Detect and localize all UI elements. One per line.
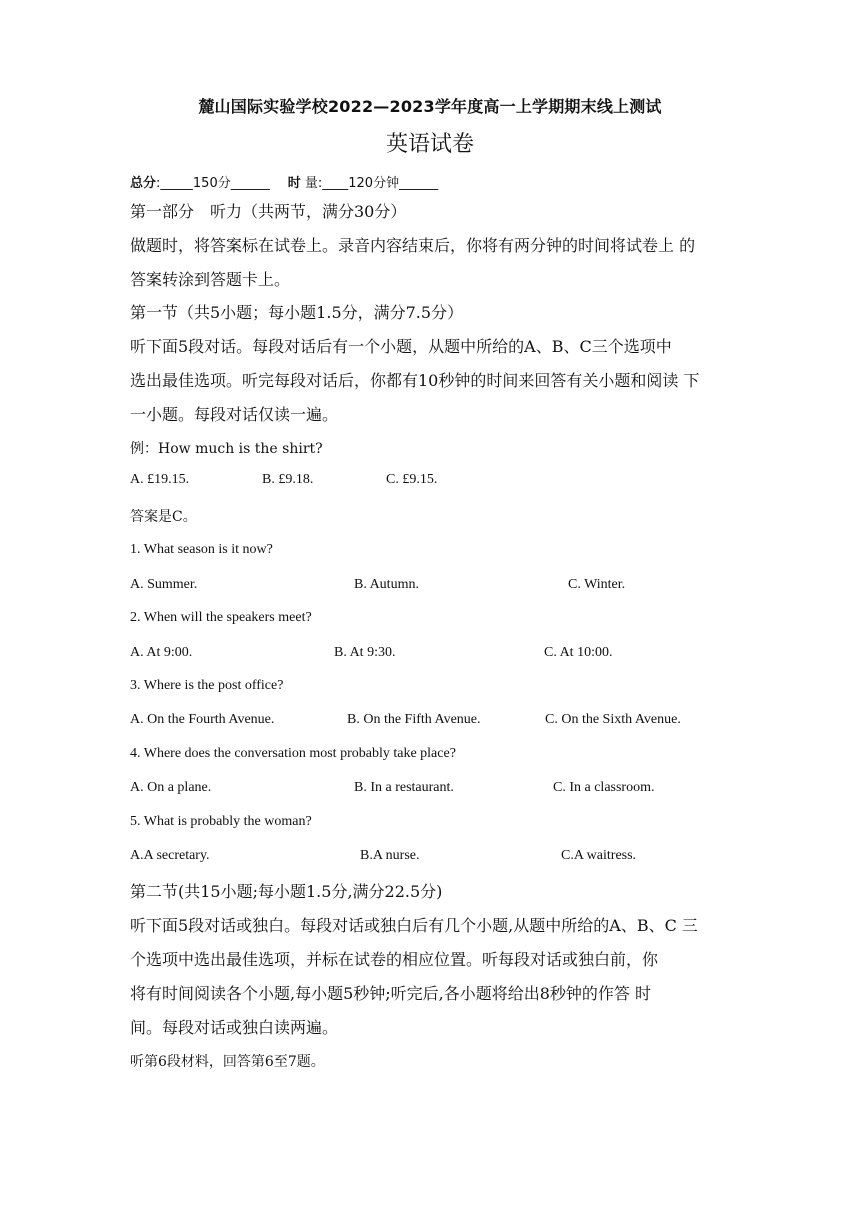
example-option-a: A. £19.15. bbox=[130, 472, 190, 487]
section2-heading: 第二节(共15小题;每小题1.5分,满分22.5分) bbox=[130, 882, 443, 901]
example-option-b: B. £9.18. bbox=[262, 472, 314, 487]
time-label: 时 bbox=[287, 176, 301, 191]
material-note: 听第6段材料，回答第6至7题。 bbox=[130, 1054, 325, 1070]
time-value: 量:____120分钟______ bbox=[304, 176, 439, 191]
q3-option-b: B. On the Fifth Avenue. bbox=[347, 712, 481, 727]
example-option-c: C. £9.15. bbox=[386, 472, 438, 487]
q5-option-c: C.A waitress. bbox=[561, 848, 637, 863]
school-title: 麓山国际实验学校2022—2023学年度高一上学期期末线上测试 bbox=[198, 97, 662, 116]
section2-text-line3: 将有时间阅读各个小题,每小题5秒钟;听完后,各小题将给出8秒钟的作答 时 bbox=[130, 984, 652, 1003]
section1-text-line3: 一小题。每段对话仅读一遍。 bbox=[130, 405, 339, 424]
q1-option-c: C. Winter. bbox=[568, 577, 626, 592]
subject-title: 英语试卷 bbox=[385, 132, 474, 157]
score-value: :_____150分______ bbox=[156, 176, 270, 191]
q4-option-a: A. On a plane. bbox=[130, 780, 212, 795]
section2-text-line1: 听下面5段对话或独白。每段对话或独白后有几个小题,从题中所给的A、B、C 三 bbox=[130, 916, 698, 935]
q5-option-b: B.A nurse. bbox=[360, 848, 420, 863]
part1-instruction-line2: 答案转涂到答题卡上。 bbox=[130, 270, 291, 289]
q2-option-c: C. At 10:00. bbox=[544, 645, 613, 660]
question-5: 5. What is probably the woman? bbox=[130, 814, 312, 829]
question-3: 3. Where is the post office? bbox=[130, 678, 284, 693]
section1-heading: 第一节（共5小题；每小题1.5分，满分7.5分） bbox=[130, 303, 464, 322]
section1-text-line2: 选出最佳选项。听完每段对话后，你都有10秒钟的时间来回答有关小题和阅读 下 bbox=[130, 371, 700, 390]
q4-option-b: B. In a restaurant. bbox=[354, 780, 454, 795]
question-1: 1. What season is it now? bbox=[130, 542, 273, 557]
part1-instruction-line1: 做题时，将答案标在试卷上。录音内容结束后，你将有两分钟的时间将试卷上 的 bbox=[130, 236, 696, 255]
score-label: 总分 bbox=[130, 176, 157, 191]
section1-text-line1: 听下面5段对话。每段对话后有一个小题，从题中所给的A、B、C三个选项中 bbox=[130, 337, 672, 356]
section2-text-line4: 间。每段对话或独白读两遍。 bbox=[130, 1018, 339, 1037]
q2-option-b: B. At 9:30. bbox=[334, 645, 396, 660]
question-2: 2. When will the speakers meet? bbox=[130, 610, 312, 625]
q3-option-c: C. On the Sixth Avenue. bbox=[545, 712, 681, 727]
q5-option-a: A.A secretary. bbox=[130, 848, 210, 863]
q4-option-c: C. In a classroom. bbox=[553, 780, 655, 795]
question-4: 4. Where does the conversation most probably take place? bbox=[130, 746, 456, 761]
q1-option-b: B. Autumn. bbox=[354, 577, 419, 592]
example-question: 例：How much is the shirt? bbox=[130, 441, 323, 457]
part1-heading: 第一部分 听力（共两节，满分30分） bbox=[130, 202, 407, 221]
example-answer: 答案是C。 bbox=[130, 509, 197, 525]
exam-meta bbox=[130, 172, 438, 191]
q3-option-a: A. On the Fourth Avenue. bbox=[130, 712, 275, 727]
section2-text-line2: 个选项中选出最佳选项，并标在试卷的相应位置。听每段对话或独白前，你 bbox=[130, 950, 659, 969]
q1-option-a: A. Summer. bbox=[130, 577, 198, 592]
q2-option-a: A. At 9:00. bbox=[130, 645, 193, 660]
